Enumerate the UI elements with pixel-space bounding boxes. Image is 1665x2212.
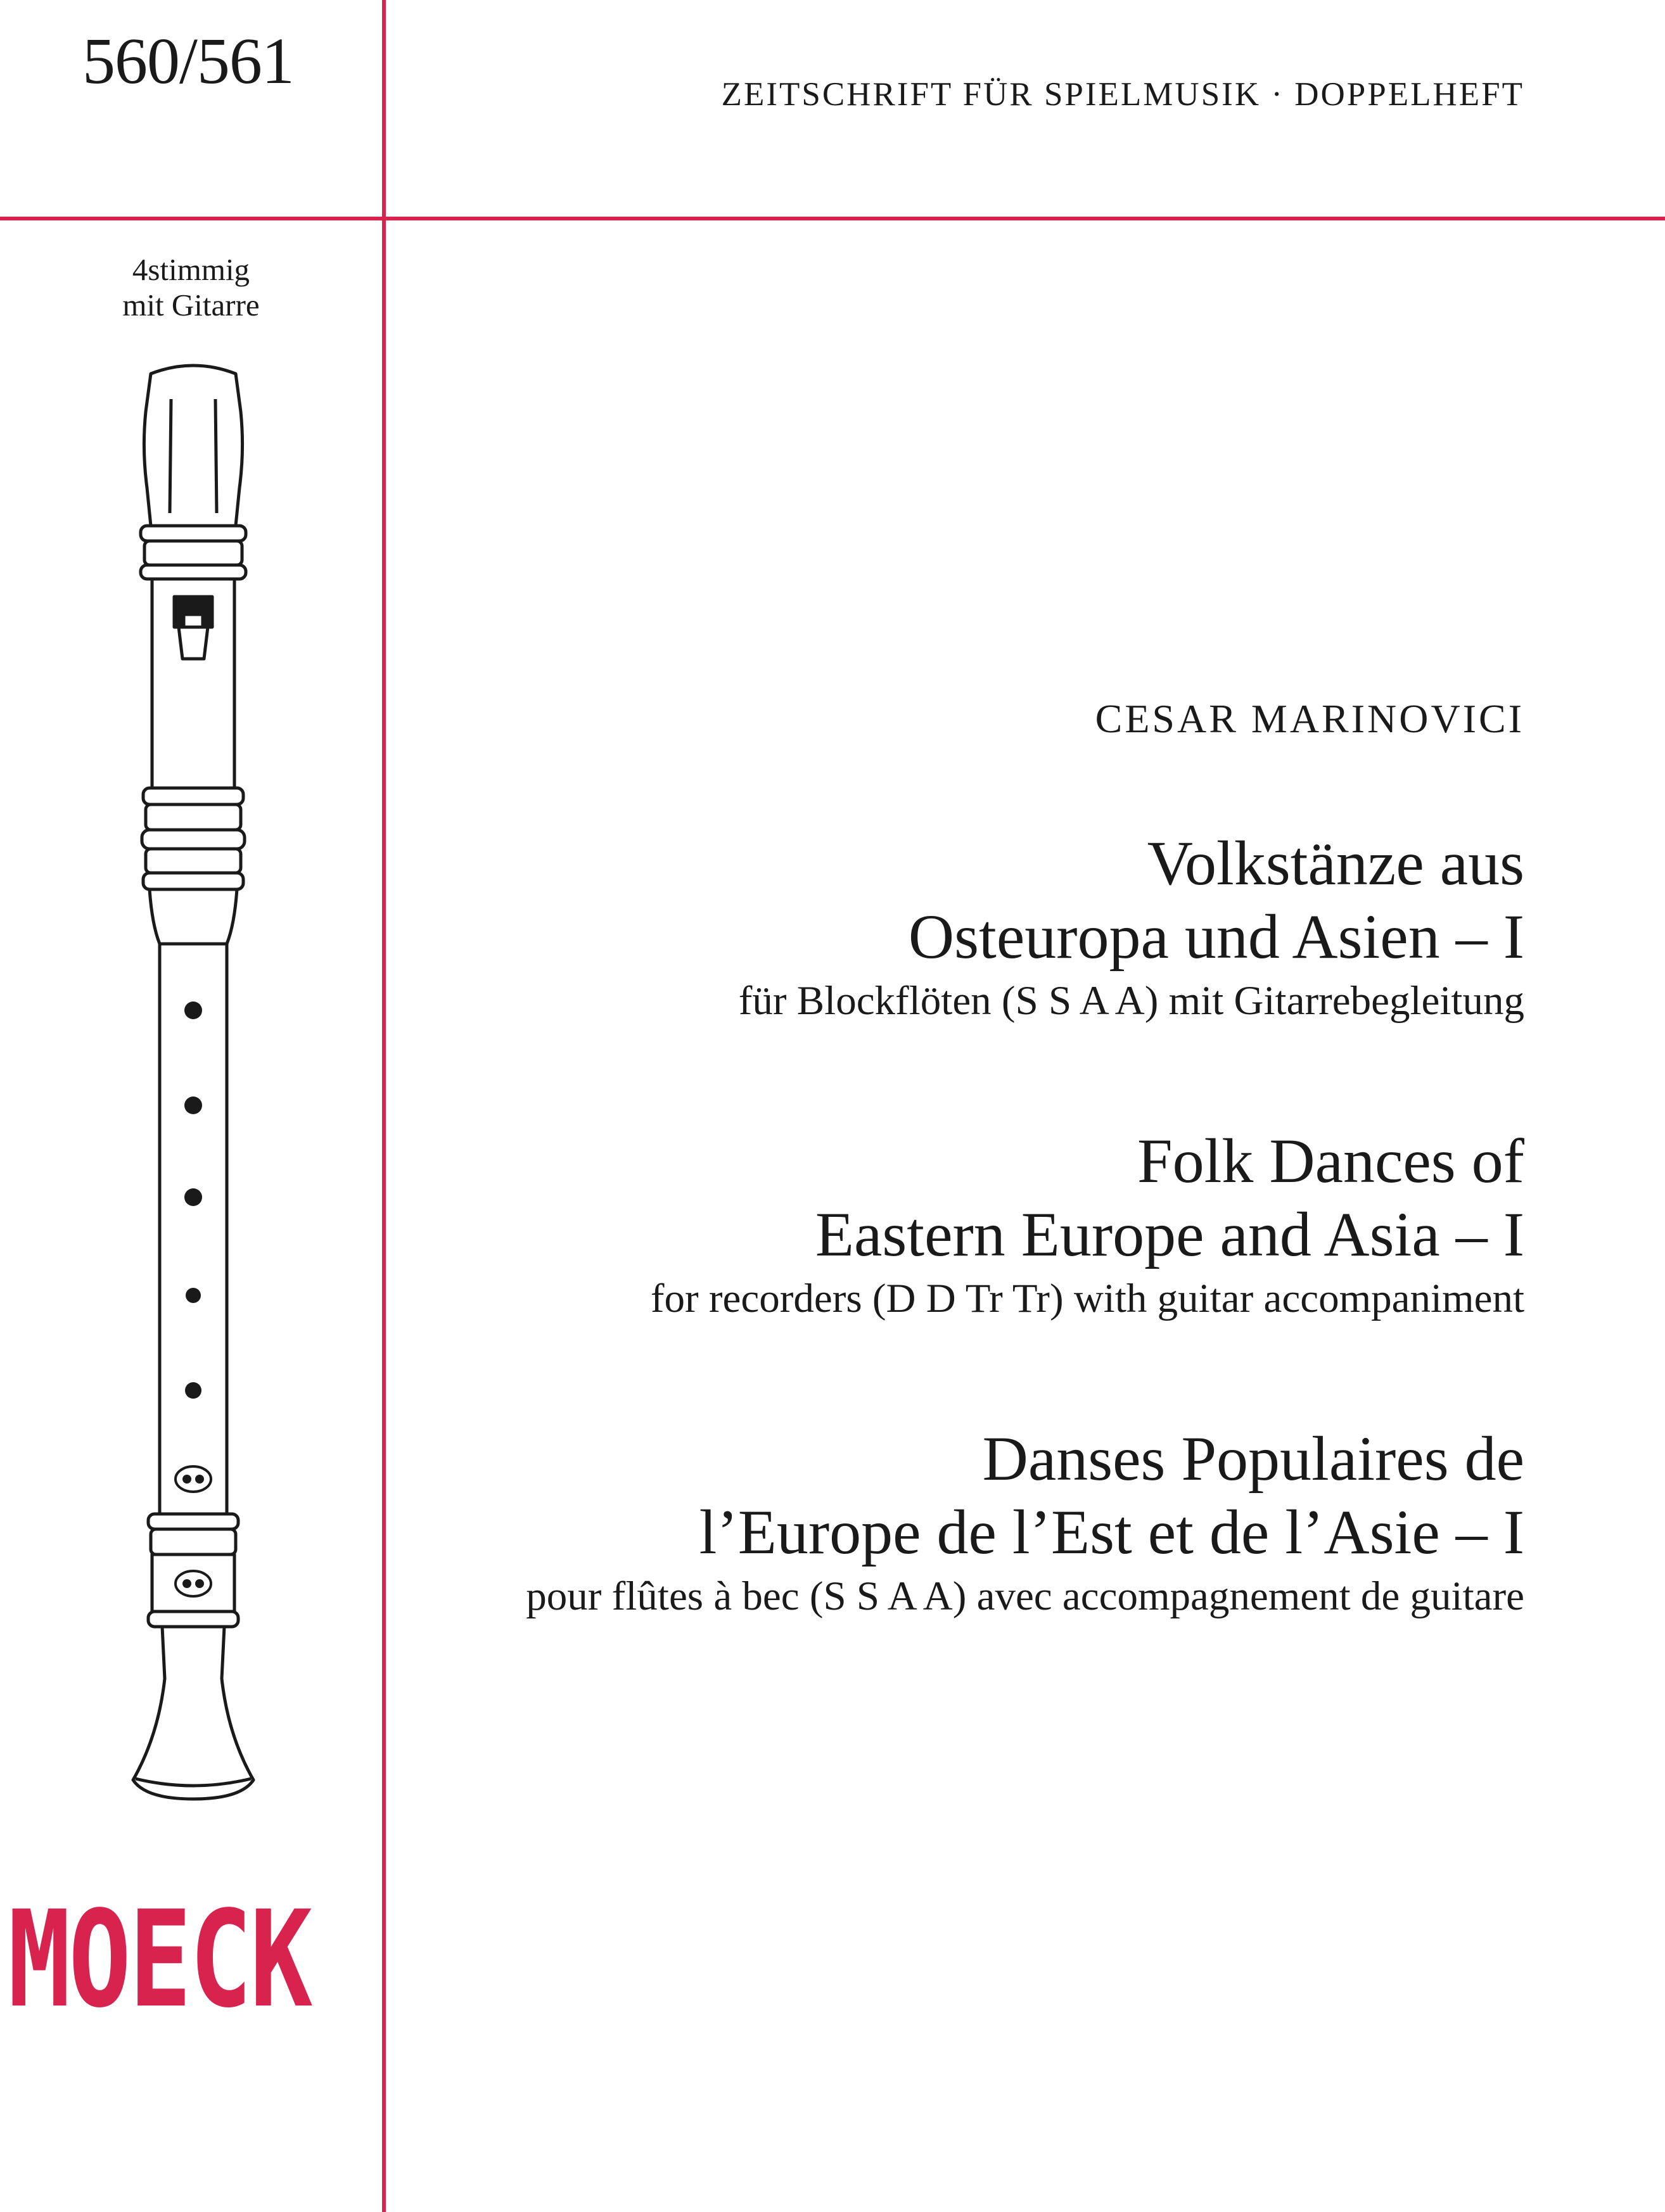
- composer-name: CESAR MARINOVICI: [1095, 696, 1524, 741]
- title-block-english: [651, 1124, 1524, 1323]
- title-french-line-2: l’Europe de l’Est et de l’Asie – I: [699, 1497, 1524, 1567]
- catalog-number: 560/561: [82, 25, 294, 98]
- series-title: ZEITSCHRIFT FÜR SPIELMUSIK · DOPPELHEFT: [721, 76, 1524, 113]
- subtitle-english: for recorders (D D Tr Tr) with guitar accompaniment: [650, 1276, 1524, 1321]
- vertical-divider: [382, 0, 386, 2212]
- title-german-line-1: Volkstänze aus: [1147, 828, 1524, 898]
- title-english-line-1: Folk Dances of: [1137, 1126, 1524, 1196]
- voicing-line-1: 4stimmig: [132, 252, 250, 287]
- title-french-line-1: Danses Populaires de: [982, 1423, 1524, 1494]
- subtitle-french: pour flûtes à bec (S S A A) avec accompagnement de guitare: [526, 1573, 1524, 1619]
- title-block-german: [739, 827, 1524, 1025]
- moeck-logo: MOECK: [8, 1882, 311, 2037]
- title-german-line-2: Osteuropa und Asien – I: [908, 901, 1524, 972]
- voicing-note: [0, 252, 382, 323]
- title-block-french: [526, 1422, 1524, 1620]
- horizontal-divider: [0, 217, 1665, 220]
- recorder-illustration-icon: [127, 361, 260, 1818]
- subtitle-german: für Blockflöten (S S A A) mit Gitarrebegleitung: [738, 978, 1524, 1024]
- voicing-line-2: mit Gitarre: [122, 288, 260, 322]
- title-english-line-2: Eastern Europe and Asia – I: [815, 1199, 1524, 1269]
